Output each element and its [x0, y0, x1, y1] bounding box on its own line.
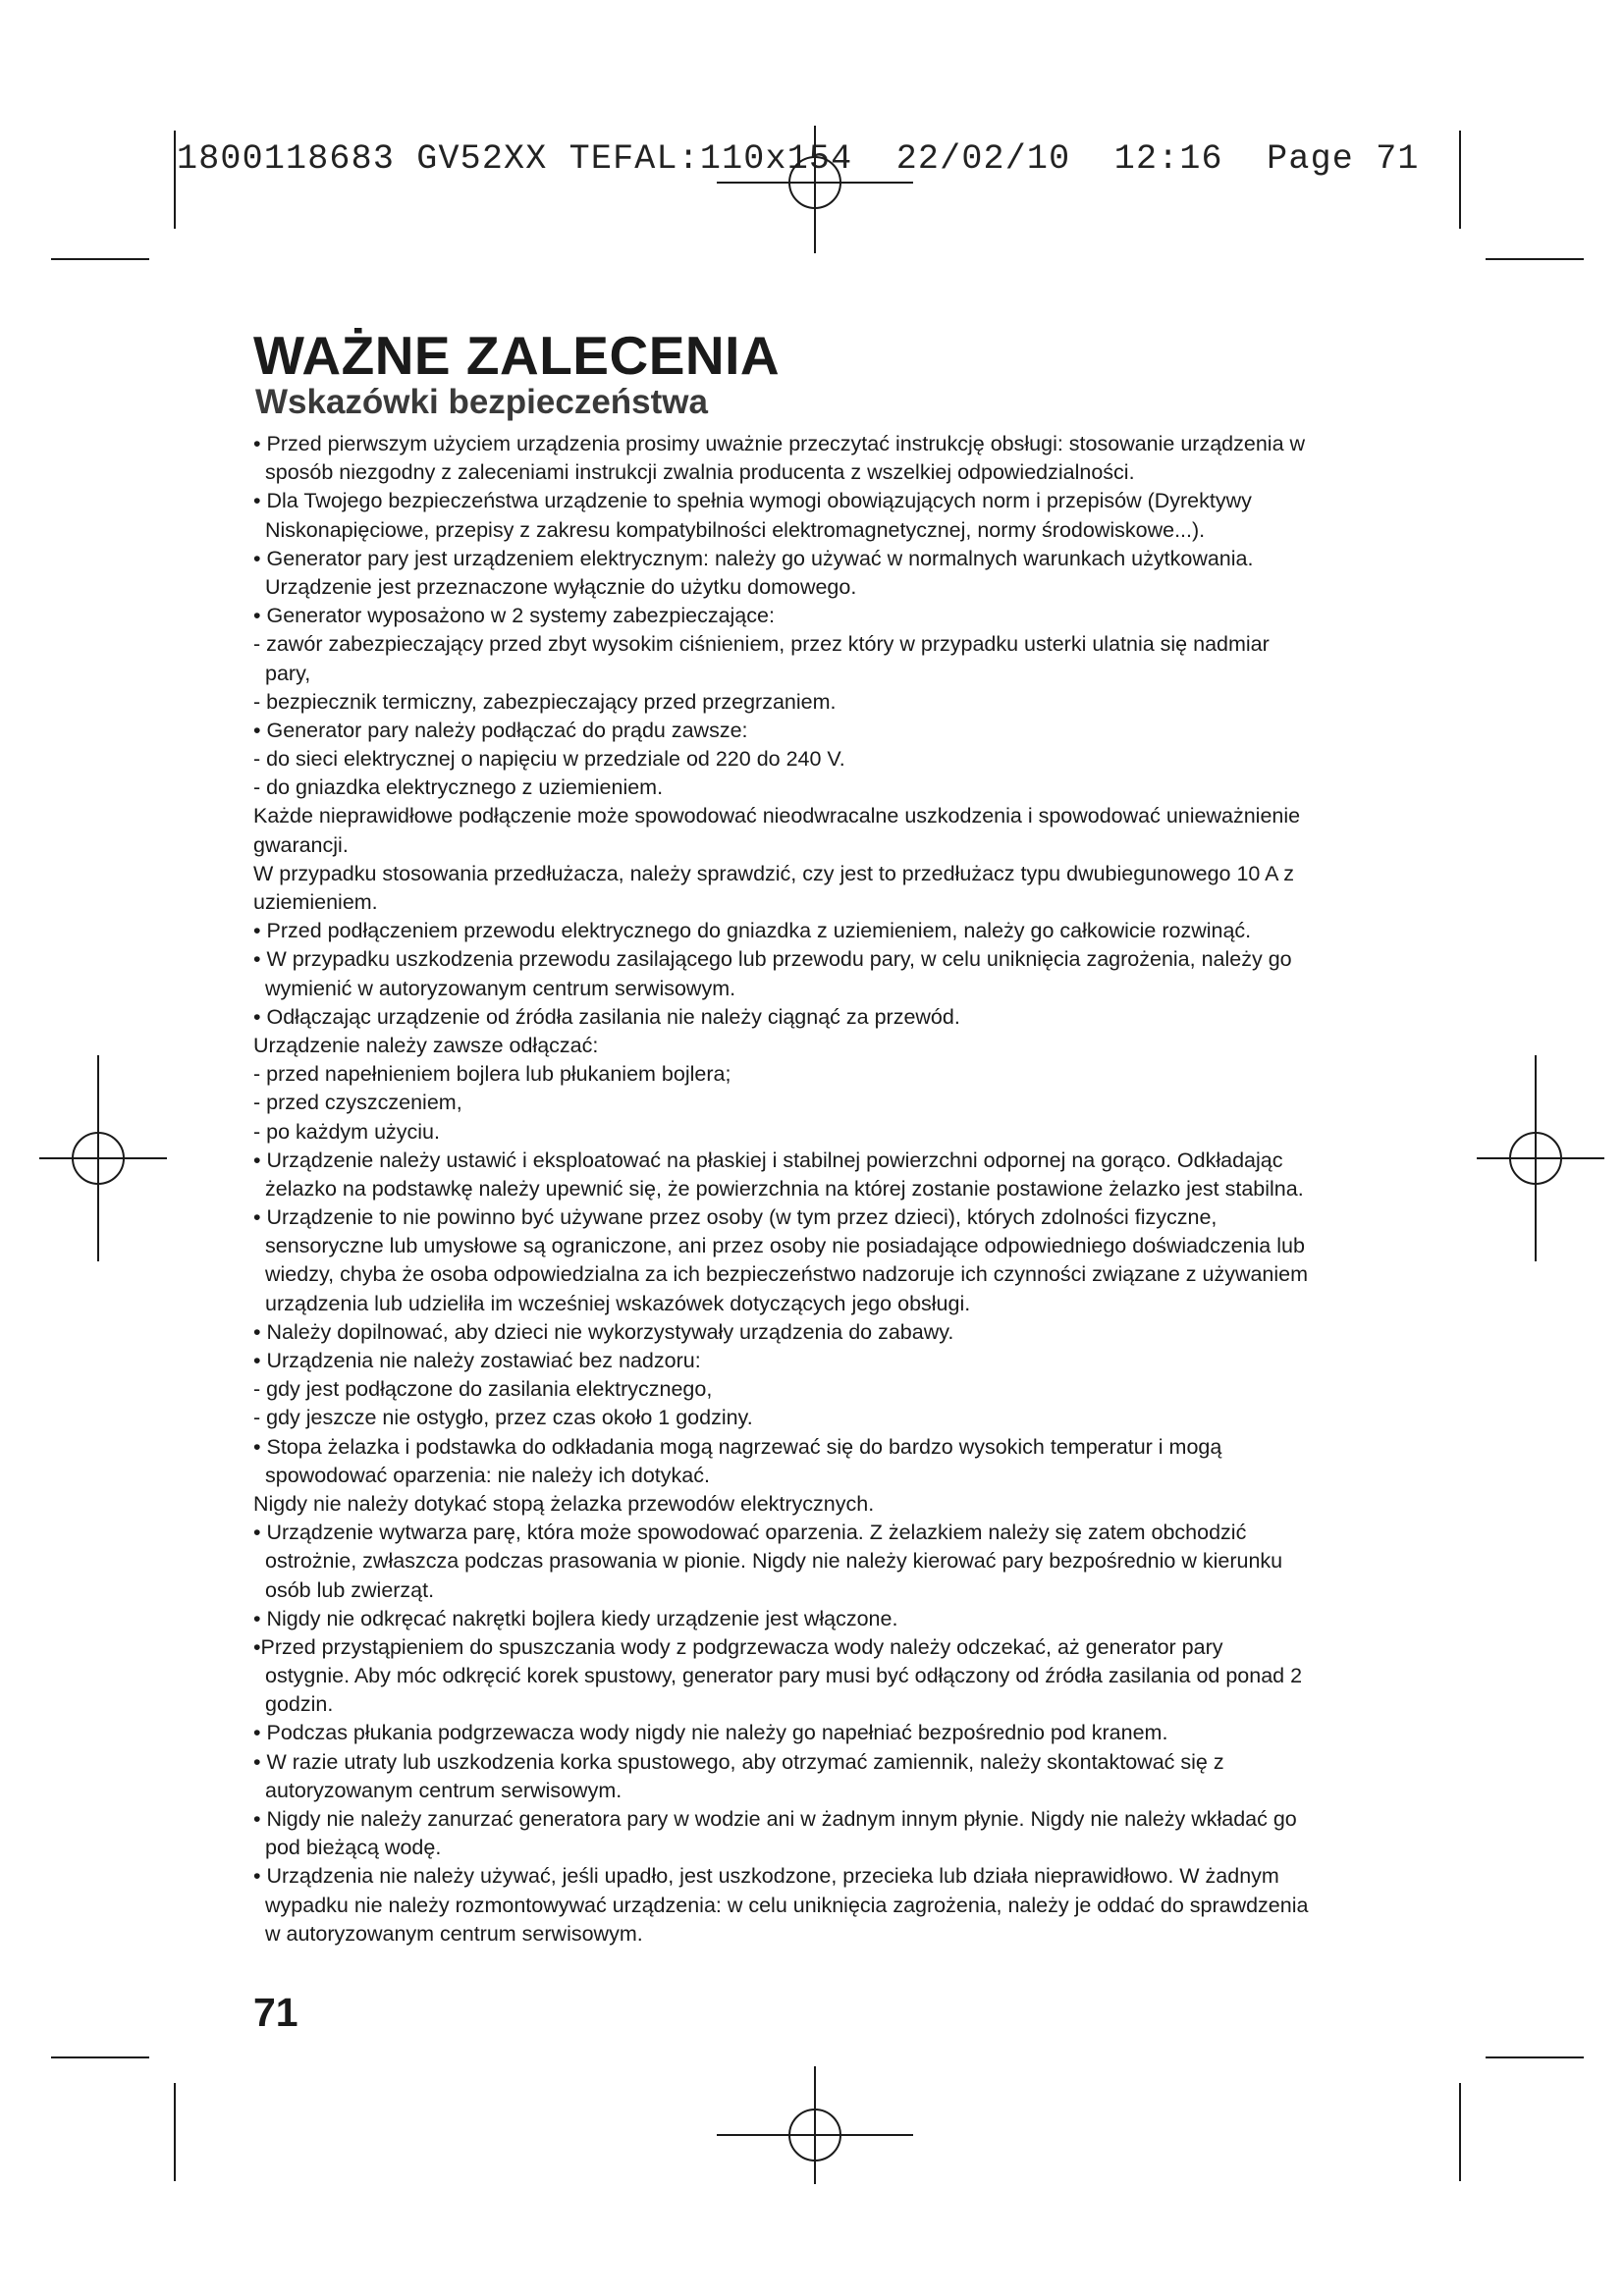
print-header: 1800118683 GV52XX TEFAL:110x154 22/02/10 12:16 Page 71	[177, 139, 1420, 179]
page-title: WAŻNE ZALECENIA	[253, 325, 781, 386]
text-line: • Należy dopilnować, aby dzieci nie wykorzystywały urządzenia do zabawy.	[253, 1319, 954, 1344]
text-line: • Generator wyposażono w 2 systemy zabezpieczające:	[253, 604, 775, 628]
registration-mark-bottom-icon	[717, 2066, 913, 2204]
text-line: • Nigdy nie należy zanurzać generatora pary w wodzie ani w żadnym innym płynie. Nigdy nie należy wkładać go	[253, 1807, 1297, 1831]
text-line: - po każdym użyciu.	[253, 1119, 440, 1144]
text-line: - przed czyszczeniem,	[253, 1091, 462, 1115]
crop-mark-bottom-left-vertical	[174, 2083, 176, 2181]
text-line: • Dla Twojego bezpieczeństwa urządzenie to spełnia wymogi obowiązujących norm i przepisów (Dyrektywy	[253, 489, 1252, 513]
text-line: • Urządzenie należy ustawić i eksploatować na płaskiej i stabilnej powierzchni odpornej na gorąco. Odkładając	[253, 1148, 1283, 1172]
text-line: sensoryczne lub umysłowe są ograniczone, ani przez osoby nie posiadające odpowiedniego doświadczenia lub	[265, 1234, 1305, 1258]
crop-mark-bottom-left-horizontal	[51, 2056, 149, 2058]
text-line: Nigdy nie należy dotykać stopą żelazka przewodów elektrycznych.	[253, 1491, 875, 1516]
text-line: - przed napełnieniem bojlera lub płukaniem bojlera;	[253, 1062, 731, 1087]
text-line: W przypadku stosowania przedłużacza, należy sprawdzić, czy jest to przedłużacz typu dwubiegunowego 10 A z	[253, 861, 1295, 885]
text-line: osób lub zwierząt.	[265, 1577, 435, 1602]
text-line: • W przypadku uszkodzenia przewodu zasilającego lub przewodu pary, w celu uniknięcia zagrożenia, należy go	[253, 947, 1292, 972]
registration-mark-top-icon	[717, 126, 913, 263]
text-line: godzin.	[265, 1692, 334, 1717]
page-number: 71	[253, 1990, 298, 2035]
text-line: - bezpiecznik termiczny, zabezpieczający przed przegrzaniem.	[253, 689, 837, 714]
text-line: uziemieniem.	[253, 890, 378, 914]
text-line: spowodować oparzenia: nie należy ich dotykać.	[265, 1463, 710, 1487]
safety-instructions-body	[253, 430, 1382, 1949]
text-line: • Generator pary należy podłączać do prądu zawsze:	[253, 718, 748, 742]
text-line: sposób niezgodny z zaleceniami instrukcji zwalnia producenta z wszelkiej odpowiedzialności.	[265, 460, 1135, 485]
text-line: • Urządzenia nie należy używać, jeśli upadło, jest uszkodzone, przecieka lub działa nieprawidłowo. W żadnym	[253, 1864, 1279, 1889]
text-line: ostygnie. Aby móc odkręcić korek spustowy, generator pary musi być odłączony od źródła zasilania od ponad 2	[265, 1664, 1303, 1688]
text-line: wymienić w autoryzowanym centrum serwisowym.	[265, 976, 736, 1000]
text-line: Każde nieprawidłowe podłączenie może spowodować nieodwracalne uszkodzenia i spowodować unieważnienie	[253, 804, 1301, 828]
text-line: - gdy jeszcze nie ostygło, przez czas około 1 godziny.	[253, 1406, 753, 1430]
text-line: w autoryzowanym centrum serwisowym.	[265, 1921, 643, 1946]
text-line: - do sieci elektrycznej o napięciu w przedziale od 220 do 240 V.	[253, 747, 845, 772]
section-subtitle: Wskazówki bezpieczeństwa	[255, 383, 708, 421]
text-line: • Przed pierwszym użyciem urządzenia prosimy uważnie przeczytać instrukcję obsługi: stosowanie urządzenia w	[253, 432, 1306, 455]
text-line: • W razie utraty lub uszkodzenia korka spustowego, aby otrzymać zamiennik, należy skontaktować się z	[253, 1749, 1224, 1774]
text-line: • Podczas płukania podgrzewacza wody nigdy nie należy go napełniać bezpośrednio pod kranem.	[253, 1721, 1168, 1745]
text-line: • Odłączając urządzenie od źródła zasilania nie należy ciągnąć za przewód.	[253, 1004, 960, 1029]
crop-mark-top-left-horizontal	[51, 258, 149, 260]
crop-mark-bottom-right-horizontal	[1486, 2056, 1584, 2058]
text-line: pod bieżącą wodę.	[265, 1836, 442, 1860]
text-line: - gdy jest podłączone do zasilania elektrycznego,	[253, 1377, 713, 1402]
text-line: • Stopa żelazka i podstawka do odkładania mogą nagrzewać się do bardzo wysokich temperatur i mogą	[253, 1434, 1222, 1459]
text-line: żelazko na podstawkę należy upewnić się, że powierzchnia na której zostanie postawione żelazko jest stabilna.	[265, 1176, 1304, 1201]
crop-mark-bottom-right-vertical	[1459, 2083, 1461, 2181]
text-line: • Urządzenie wytwarza parę, która może spowodować oparzenia. Z żelazkiem należy się zatem obchodzić	[253, 1521, 1247, 1545]
text-line: • Przed podłączeniem przewodu elektrycznego do gniazdka z uziemieniem, należy go całkowicie rozwinąć.	[253, 919, 1252, 943]
text-line: pary,	[265, 661, 311, 685]
registration-mark-left-icon	[39, 1055, 177, 1261]
text-line: Urządzenie należy zawsze odłączać:	[253, 1033, 599, 1057]
text-line: wypadku nie należy rozmontowywać urządzenia: w celu uniknięcia zagrożenia, należy je oddać do sprawdzenia	[265, 1893, 1309, 1917]
crop-mark-top-left-vertical	[174, 131, 176, 229]
text-line: gwarancji.	[253, 832, 349, 857]
text-line: • Urządzenie to nie powinno być używane przez osoby (w tym przez dzieci), których zdolności fizyczne,	[253, 1205, 1218, 1230]
text-line: •Przed przystąpieniem do spuszczania wody z podgrzewacza wody należy odczekać, aż generator pary	[253, 1634, 1223, 1659]
text-line: Urządzenie jest przeznaczone wyłącznie do użytku domowego.	[265, 574, 857, 599]
text-line: • Urządzenia nie należy zostawiać bez nadzoru:	[253, 1349, 701, 1372]
text-line: ostrożnie, zwłaszcza podczas prasowania w pionie. Nigdy nie należy kierować pary bezpośrednio w kierunku	[265, 1549, 1283, 1574]
text-line: - zawór zabezpieczający przed zbyt wysokim ciśnieniem, przez który w przypadku usterki ulatnia się nadmiar	[253, 632, 1270, 657]
text-line: - do gniazdka elektrycznego z uziemieniem.	[253, 775, 664, 800]
text-line: urządzenia lub udzieliła im wcześniej wskazówek dotyczących jego obsługi.	[265, 1291, 971, 1315]
registration-mark-right-icon	[1467, 1055, 1604, 1261]
text-line: wiedzy, chyba że osoba odpowiedzialna za ich bezpieczeństwo nadzoruje ich czynności związane z używaniem	[265, 1262, 1309, 1287]
text-line: Niskonapięciowe, przepisy z zakresu kompatybilności elektromagnetycznej, normy środowiskowe...).	[265, 517, 1206, 542]
crop-mark-top-right-horizontal	[1486, 258, 1584, 260]
text-line: • Generator pary jest urządzeniem elektrycznym: należy go używać w normalnych warunkach użytkowania.	[253, 546, 1254, 570]
crop-mark-top-right-vertical	[1459, 131, 1461, 229]
text-line: • Nigdy nie odkręcać nakrętki bojlera kiedy urządzenie jest włączone.	[253, 1606, 898, 1630]
text-line: autoryzowanym centrum serwisowym.	[265, 1778, 623, 1802]
